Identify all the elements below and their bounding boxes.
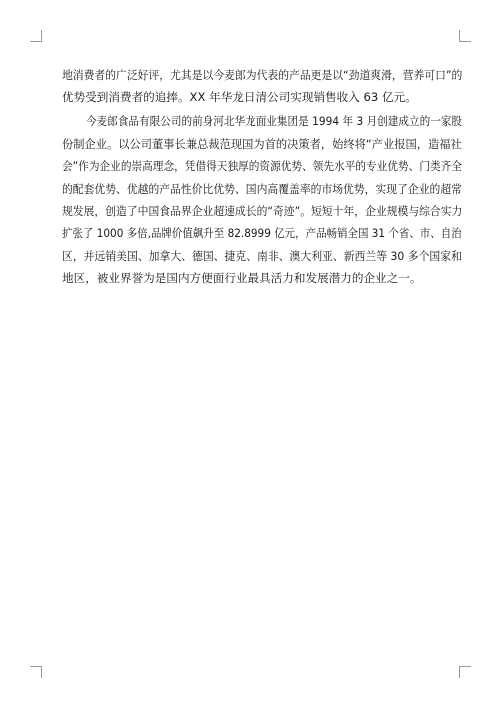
text-line <box>62 222 462 244</box>
line-text: 地区，被业界誉为是国内方便面行业最具活力和发展潜力的企业之一。 <box>62 271 422 286</box>
line-text: 规发展，创造了中国食品界企业超速成长的“奇迹”。短短十年，企业规模与综合实力 <box>62 203 463 218</box>
crop-mark-top-right <box>459 30 471 42</box>
text-line <box>62 178 462 200</box>
text-line <box>62 64 462 86</box>
line-text: 地消费者的广泛好评，尤其是以今麦郎为代表的产品更是以“劲道爽滑，营养可口”的 <box>62 68 463 82</box>
line-text: 今麦郎食品有限公司的前身河北华龙面业集团是 1994 年 3 月创建成立的一家股 <box>86 114 463 129</box>
crop-mark-bottom-right <box>459 666 471 678</box>
line-text: 区，并远销美国、加拿大、德国、捷克、南非、澳大利亚、新西兰等 30 多个国家和 <box>62 248 462 263</box>
text-line <box>62 200 462 222</box>
document-body <box>62 64 462 290</box>
line-text: 会”作为企业的崇高理念，凭借得天独厚的资源优势、领先水平的专业优势、门类齐全 <box>62 159 462 174</box>
line-text: 的配套优势、优越的产品性价比优势、国内高覆盖率的市场优势，实现了企业的超常 <box>62 181 462 196</box>
text-line <box>62 245 462 267</box>
text-line <box>62 155 462 177</box>
text-line <box>62 110 462 132</box>
crop-mark-bottom-left <box>30 666 42 678</box>
crop-mark-top-left <box>30 30 42 42</box>
line-text: 份制企业。以公司董事长兼总裁范现国为首的决策者，始终将“产业报国，造福社 <box>62 136 462 151</box>
line-text: 优势受到消费者的追捧。XX 年华龙日清公司实现销售收入 63 亿元。 <box>62 90 417 105</box>
line-text: 扩张了 1000 多倍,品牌价值飙升至 82.8999 亿元，产品畅销全国 31 个省、市、自治 <box>62 226 462 241</box>
text-line <box>62 133 462 155</box>
text-line <box>62 86 462 108</box>
text-line <box>62 267 462 289</box>
